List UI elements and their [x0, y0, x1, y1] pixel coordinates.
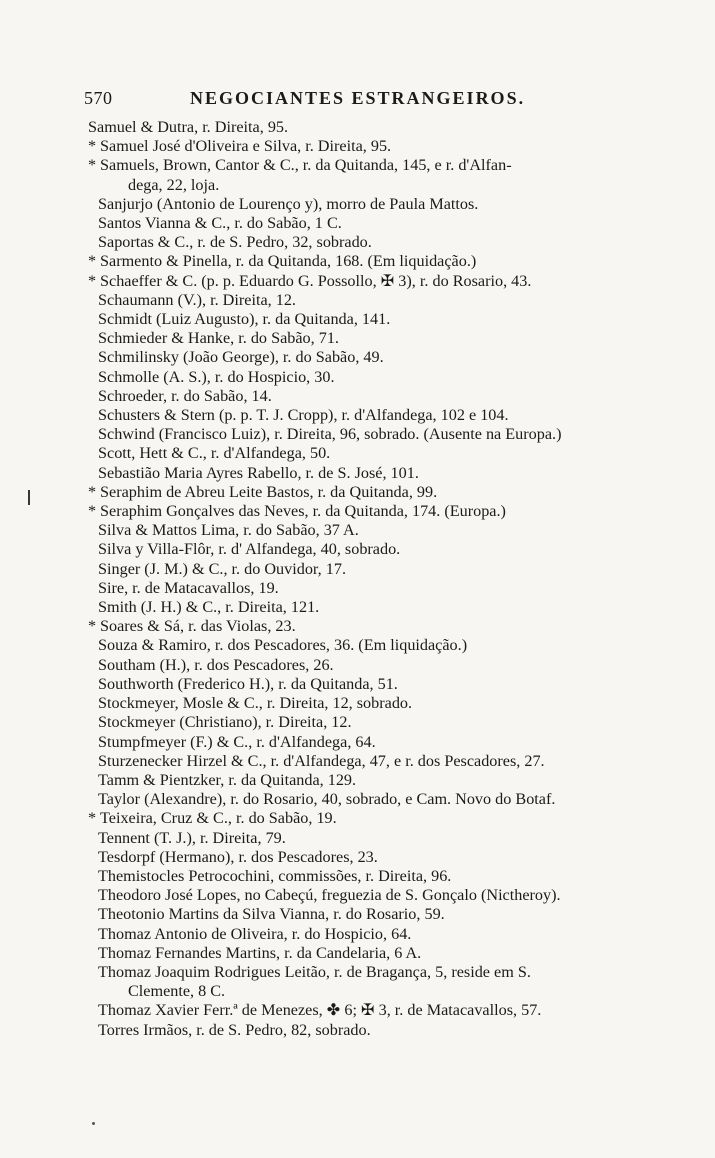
- entry-text: Sarmento & Pinella, r. da Quitanda, 168. (Em liquidação.): [100, 252, 477, 271]
- entry-text: Schwind (Francisco Luiz), r. Direita, 96, sobrado. (Ausente na Europa.): [98, 425, 562, 444]
- entry-text: Schmidt (Luiz Augusto), r. da Quitanda, 141.: [98, 310, 391, 329]
- entry-text: Smith (J. H.) & C., r. Direita, 121.: [98, 598, 320, 617]
- list-item: [88, 444, 668, 463]
- list-item: [88, 118, 668, 137]
- asterisk-mark: *: [88, 809, 97, 828]
- entry-text: Tesdorpf (Hermano), r. dos Pescadores, 23.: [98, 847, 378, 866]
- entry-text: Tamm & Pientzker, r. da Quitanda, 129.: [98, 770, 357, 789]
- entry-text: Schusters & Stern (p. p. T. J. Cropp), r. d'Alfandega, 102 e 104.: [98, 406, 509, 425]
- list-item: [88, 291, 668, 310]
- list-item: [88, 483, 668, 502]
- list-item: [88, 905, 668, 924]
- entry-text: Samuels, Brown, Cantor & C., r. da Quitanda, 145, e r. d'Alfan-: [100, 156, 512, 175]
- entry-text: Thomaz Xavier Ferr.ª de Menezes, ✤ 6; ✠ 3, r. de Matacavallos, 57.: [98, 1001, 542, 1020]
- entry-text: Scott, Hett & C., r. d'Alfandega, 50.: [98, 444, 331, 463]
- entry-text: Sanjurjo (Antonio de Lourenço y), morro de Paula Mattos.: [98, 194, 479, 213]
- list-item: [88, 368, 668, 387]
- asterisk-mark: *: [88, 156, 97, 175]
- entry-text: Teixeira, Cruz & C., r. do Sabão, 19.: [100, 809, 337, 828]
- entry-text: Torres Irmãos, r. de S. Pedro, 82, sobrado.: [98, 1020, 371, 1039]
- asterisk-mark: *: [88, 482, 97, 501]
- entry-continuation: dega, 22, loja.: [128, 175, 220, 194]
- entry-text: Schroeder, r. do Sabão, 14.: [98, 386, 272, 405]
- running-head: NEGOCIANTES ESTRANGEIROS.: [190, 88, 526, 108]
- entry-text: Thomaz Joaquim Rodrigues Leitão, r. de Bragança, 5, reside em S.: [98, 962, 531, 981]
- list-item: [88, 713, 668, 732]
- entry-text: Southworth (Frederico H.), r. da Quitanda, 51.: [98, 674, 398, 693]
- entry-text: Schmilinsky (João George), r. do Sabão, 49.: [98, 348, 384, 367]
- entry-text: Sebastião Maria Ayres Rabello, r. de S. José, 101.: [98, 463, 419, 482]
- entry-text: Schmolle (A. S.), r. do Hospicio, 30.: [98, 367, 335, 386]
- list-item: [88, 137, 668, 156]
- list-item: [88, 560, 668, 579]
- entry-text: Thomaz Fernandes Martins, r. da Candelaria, 6 A.: [98, 943, 422, 962]
- entry-text: Stockmeyer (Christiano), r. Direita, 12.: [98, 713, 352, 732]
- list-item: [88, 867, 668, 886]
- list-item: [88, 675, 668, 694]
- entry-text: Silva & Mattos Lima, r. do Sabão, 37 A.: [98, 521, 359, 540]
- entry-text: Tennent (T. J.), r. Direita, 79.: [98, 828, 286, 847]
- entry-text: Soares & Sá, r. das Violas, 23.: [100, 617, 296, 636]
- entry-text: Southam (H.), r. dos Pescadores, 26.: [98, 655, 334, 674]
- entry-text: Theotonio Martins da Silva Vianna, r. do Rosario, 59.: [98, 905, 445, 924]
- entry-text: Themistocles Petrocochini, commissões, r. Direita, 96.: [98, 866, 452, 885]
- entry-text: Samuel José d'Oliveira e Silva, r. Direita, 95.: [100, 137, 392, 156]
- list-item: [88, 771, 668, 790]
- list-item: [88, 656, 668, 675]
- entry-text: Souza & Ramiro, r. dos Pescadores, 36. (Em liquidação.): [98, 636, 468, 655]
- list-item: [88, 598, 668, 617]
- list-item: [88, 886, 668, 905]
- entry-text: Saportas & C., r. de S. Pedro, 32, sobrado.: [98, 233, 372, 252]
- list-item: [88, 310, 668, 329]
- entry-text: Schaumann (V.), r. Direita, 12.: [98, 290, 296, 309]
- list-item: [88, 464, 668, 483]
- entry-text: Schmieder & Hanke, r. do Sabão, 71.: [98, 329, 339, 348]
- entry-text: Singer (J. M.) & C., r. do Ouvidor, 17.: [98, 559, 347, 578]
- list-item: [88, 329, 668, 348]
- list-item: [88, 636, 668, 655]
- list-item: [88, 156, 668, 175]
- list-item: [88, 694, 668, 713]
- entry-continuation: Clemente, 8 C.: [128, 982, 226, 1001]
- entry-text: Seraphim Gonçalves das Neves, r. da Quitanda, 174. (Europa.): [100, 502, 506, 521]
- list-item: [88, 540, 668, 559]
- asterisk-mark: *: [88, 502, 97, 521]
- list-item: [88, 1021, 668, 1040]
- list-item: [88, 790, 668, 809]
- list-item: [88, 233, 668, 252]
- entry-text: Schaeffer & C. (p. p. Eduardo G. Possollo, ✠ 3), r. do Rosario, 43.: [100, 271, 532, 290]
- list-item: [88, 1001, 668, 1020]
- list-item: [88, 809, 668, 828]
- merchant-list: [88, 118, 668, 1040]
- entry-text: Stumpfmeyer (F.) & C., r. d'Alfandega, 64.: [98, 732, 376, 751]
- list-item: [88, 848, 668, 867]
- list-item: [88, 214, 668, 233]
- page-header: [84, 88, 644, 114]
- list-item: [88, 752, 668, 771]
- asterisk-mark: *: [88, 252, 97, 271]
- list-item: [88, 617, 668, 636]
- entry-text: Theodoro José Lopes, no Cabeçú, freguezia de S. Gonçalo (Nictheroy).: [98, 886, 561, 905]
- list-item: [88, 272, 668, 291]
- list-item: [88, 963, 668, 982]
- asterisk-mark: *: [88, 617, 97, 636]
- entry-text: Seraphim de Abreu Leite Bastos, r. da Quitanda, 99.: [100, 482, 438, 501]
- list-item: [88, 925, 668, 944]
- margin-mark: [28, 490, 30, 505]
- entry-text: Stockmeyer, Mosle & C., r. Direita, 12, sobrado.: [98, 694, 413, 713]
- list-item: [88, 733, 668, 752]
- list-item: [88, 252, 668, 271]
- entry-text: Thomaz Antonio de Oliveira, r. do Hospicio, 64.: [98, 924, 412, 943]
- list-item: [88, 579, 668, 598]
- list-item: [88, 944, 668, 963]
- entry-text: Sire, r. de Matacavallos, 19.: [98, 578, 279, 597]
- entry-text: Taylor (Alexandre), r. do Rosario, 40, sobrado, e Cam. Novo do Botaf.: [98, 790, 556, 809]
- list-item: [88, 406, 668, 425]
- asterisk-mark: *: [88, 137, 97, 156]
- page-number: 570: [84, 88, 113, 108]
- asterisk-mark: *: [88, 271, 97, 290]
- list-item: [88, 502, 668, 521]
- list-item: [88, 195, 668, 214]
- entry-text: Santos Vianna & C., r. do Sabão, 1 C.: [98, 214, 342, 233]
- entry-text: Sturzenecker Hirzel & C., r. d'Alfandega, 47, e r. dos Pescadores, 27.: [98, 751, 545, 770]
- list-item: [88, 521, 668, 540]
- list-item: [88, 348, 668, 367]
- entry-text: Samuel & Dutra, r. Direita, 95.: [88, 118, 289, 136]
- list-item: [88, 425, 668, 444]
- list-item: [88, 387, 668, 406]
- list-item: [88, 829, 668, 848]
- paper-speck: [92, 1122, 95, 1125]
- entry-text: Silva y Villa-Flôr, r. d' Alfandega, 40, sobrado.: [98, 540, 401, 559]
